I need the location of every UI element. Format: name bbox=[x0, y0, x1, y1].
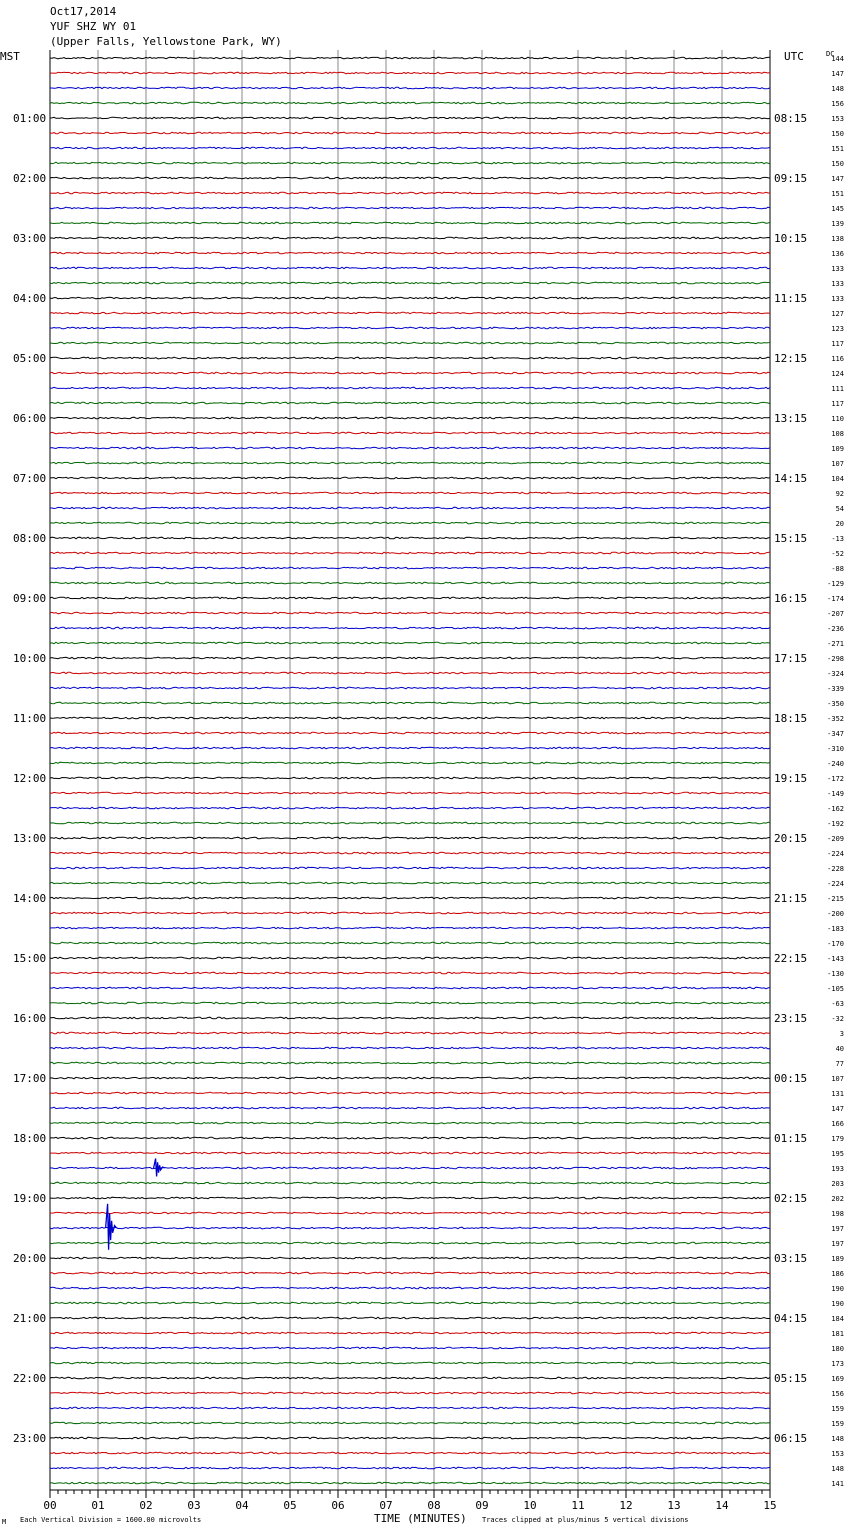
scale-note: Each Vertical Division = 1600.00 microvolts bbox=[20, 1516, 202, 1524]
x-tick-label: 11 bbox=[571, 1499, 585, 1512]
trace-line bbox=[50, 1407, 770, 1409]
dc-offset-label: 197 bbox=[831, 1225, 844, 1233]
utc-hour-label: 16:15 bbox=[774, 592, 808, 605]
dc-offset-label: 141 bbox=[831, 1480, 844, 1488]
dc-offset-label: 127 bbox=[831, 310, 844, 318]
utc-hour-label: 21:15 bbox=[774, 892, 808, 905]
dc-offset-label: 179 bbox=[831, 1135, 844, 1143]
dc-offset-label: 116 bbox=[831, 355, 844, 363]
dc-offset-label: 133 bbox=[831, 265, 844, 273]
seismic-event bbox=[154, 1159, 165, 1177]
mst-hour-label: 14:00 bbox=[13, 892, 47, 905]
trace-line bbox=[50, 402, 770, 404]
dc-offset-label: 117 bbox=[831, 400, 844, 408]
dc-offset-label: 150 bbox=[831, 130, 844, 138]
dc-offset-label: -215 bbox=[827, 895, 844, 903]
trace-line bbox=[50, 657, 770, 659]
corner-mark: M bbox=[2, 1518, 7, 1526]
trace-line bbox=[50, 912, 770, 914]
trace-line bbox=[50, 1452, 770, 1454]
dc-offset-label: 147 bbox=[831, 175, 844, 183]
dc-offset-label: 148 bbox=[831, 1465, 844, 1473]
mst-hour-label: 06:00 bbox=[13, 412, 47, 425]
trace-line bbox=[50, 1137, 770, 1139]
trace-line bbox=[50, 507, 770, 509]
trace-line bbox=[50, 777, 770, 779]
dc-offset-label: -209 bbox=[827, 835, 844, 843]
dc-offset-label: 159 bbox=[831, 1405, 844, 1413]
mst-hour-label: 15:00 bbox=[13, 952, 47, 965]
mst-hour-label: 18:00 bbox=[13, 1132, 47, 1145]
trace-line bbox=[50, 1317, 770, 1319]
trace-line bbox=[50, 177, 770, 179]
utc-hour-label: 22:15 bbox=[774, 952, 808, 965]
trace-line bbox=[50, 612, 770, 614]
x-tick-label: 01 bbox=[91, 1499, 105, 1512]
dc-offset-label: 181 bbox=[831, 1330, 844, 1338]
trace-line bbox=[50, 1302, 770, 1304]
trace-line bbox=[50, 687, 770, 689]
trace-line bbox=[50, 822, 770, 824]
trace-line bbox=[50, 582, 770, 584]
dc-offset-label: 124 bbox=[831, 370, 844, 378]
trace-line bbox=[50, 1482, 770, 1484]
trace-line bbox=[50, 762, 770, 764]
trace-line bbox=[50, 1242, 770, 1244]
dc-offset-label: 108 bbox=[831, 430, 844, 438]
x-tick-label: 07 bbox=[379, 1499, 393, 1512]
utc-hour-label: 23:15 bbox=[774, 1012, 808, 1025]
trace-line bbox=[50, 807, 770, 809]
dc-offset-label: 77 bbox=[835, 1060, 844, 1068]
trace-line bbox=[50, 372, 770, 374]
mst-hour-label: 20:00 bbox=[13, 1252, 47, 1265]
dc-offset-label: 184 bbox=[831, 1315, 844, 1323]
x-axis-label: TIME (MINUTES) bbox=[374, 1512, 467, 1525]
trace-line bbox=[50, 972, 770, 974]
trace-line bbox=[50, 207, 770, 209]
trace-line bbox=[50, 132, 770, 134]
dc-offset-label: -228 bbox=[827, 865, 844, 873]
dc-offset-label: 139 bbox=[831, 220, 844, 228]
mst-hour-label: 05:00 bbox=[13, 352, 47, 365]
utc-label: UTC bbox=[784, 50, 804, 63]
mst-hour-label: 17:00 bbox=[13, 1072, 47, 1085]
utc-hour-label: 17:15 bbox=[774, 652, 808, 665]
trace-line bbox=[50, 447, 770, 449]
dc-offset-label: 133 bbox=[831, 280, 844, 288]
trace-line bbox=[50, 1347, 770, 1349]
dc-offset-label: 198 bbox=[831, 1210, 844, 1218]
header-date: Oct17,2014 bbox=[50, 5, 117, 18]
dc-offset-label: -200 bbox=[827, 910, 844, 918]
dc-offset-label: 133 bbox=[831, 295, 844, 303]
trace-line bbox=[50, 117, 770, 119]
dc-offset-label: 92 bbox=[835, 490, 844, 498]
dc-offset-label: -350 bbox=[827, 700, 844, 708]
utc-hour-label: 12:15 bbox=[774, 352, 808, 365]
dc-offset-label: 156 bbox=[831, 1390, 844, 1398]
trace-line bbox=[50, 312, 770, 314]
utc-hour-label: 06:15 bbox=[774, 1432, 808, 1445]
utc-hour-label: 05:15 bbox=[774, 1372, 808, 1385]
trace-line bbox=[50, 627, 770, 629]
mst-hour-label: 08:00 bbox=[13, 532, 47, 545]
trace-line bbox=[50, 1392, 770, 1394]
dc-offset-label: -352 bbox=[827, 715, 844, 723]
dc-offset-label: 151 bbox=[831, 190, 844, 198]
trace-line bbox=[50, 1227, 770, 1229]
mst-hour-label: 09:00 bbox=[13, 592, 47, 605]
header-station: YUF SHZ WY 01 bbox=[50, 20, 137, 33]
utc-hour-label: 02:15 bbox=[774, 1192, 808, 1205]
dc-offset-label: 153 bbox=[831, 115, 844, 123]
dc-offset-label: -172 bbox=[827, 775, 844, 783]
dc-offset-label: -324 bbox=[827, 670, 844, 678]
dc-offset-label: 111 bbox=[831, 385, 844, 393]
trace-line bbox=[50, 732, 770, 734]
mst-hour-label: 13:00 bbox=[13, 832, 47, 845]
utc-hour-label: 20:15 bbox=[774, 832, 808, 845]
trace-line bbox=[50, 387, 770, 389]
dc-offset-label: 189 bbox=[831, 1255, 844, 1263]
dc-offset-label: 151 bbox=[831, 145, 844, 153]
trace-line bbox=[50, 162, 770, 164]
utc-hour-label: 13:15 bbox=[774, 412, 808, 425]
dc-offset-label: -88 bbox=[831, 565, 844, 573]
x-tick-label: 15 bbox=[763, 1499, 777, 1512]
trace-line bbox=[50, 477, 770, 479]
trace-line bbox=[50, 192, 770, 194]
dc-offset-label: 107 bbox=[831, 460, 844, 468]
trace-line bbox=[50, 882, 770, 884]
trace-line bbox=[50, 1092, 770, 1094]
dc-offset-label: 156 bbox=[831, 100, 844, 108]
trace-line bbox=[50, 492, 770, 494]
dc-label: DC bbox=[826, 50, 835, 58]
dc-offset-label: -183 bbox=[827, 925, 844, 933]
dc-offset-label: 117 bbox=[831, 340, 844, 348]
mst-label: MST bbox=[0, 50, 20, 63]
mst-hour-label: 04:00 bbox=[13, 292, 47, 305]
dc-offset-label: 104 bbox=[831, 475, 844, 483]
mst-hour-label: 01:00 bbox=[13, 112, 47, 125]
x-tick-label: 03 bbox=[187, 1499, 201, 1512]
dc-offset-label: 180 bbox=[831, 1345, 844, 1353]
dc-offset-label: -192 bbox=[827, 820, 844, 828]
trace-line bbox=[50, 147, 770, 149]
mst-hour-label: 22:00 bbox=[13, 1372, 47, 1385]
x-tick-label: 06 bbox=[331, 1499, 345, 1512]
trace-line bbox=[50, 1077, 770, 1079]
dc-offset-label: -207 bbox=[827, 610, 844, 618]
trace-line bbox=[50, 1212, 770, 1214]
dc-offset-label: 148 bbox=[831, 85, 844, 93]
trace-line bbox=[50, 72, 770, 74]
dc-offset-label: 109 bbox=[831, 445, 844, 453]
dc-offset-label: -52 bbox=[831, 550, 844, 558]
trace-line bbox=[50, 522, 770, 524]
trace-line bbox=[50, 432, 770, 434]
trace-line bbox=[50, 537, 770, 539]
mst-hour-label: 19:00 bbox=[13, 1192, 47, 1205]
dc-offset-label: -298 bbox=[827, 655, 844, 663]
trace-line bbox=[50, 252, 770, 254]
trace-line bbox=[50, 597, 770, 599]
trace-line bbox=[50, 867, 770, 869]
dc-offset-label: 195 bbox=[831, 1150, 844, 1158]
trace-line bbox=[50, 357, 770, 359]
trace-line bbox=[50, 1152, 770, 1154]
trace-line bbox=[50, 1257, 770, 1259]
trace-line bbox=[50, 222, 770, 224]
dc-offset-label: 166 bbox=[831, 1120, 844, 1128]
dc-offset-label: 54 bbox=[835, 505, 844, 513]
dc-offset-label: 148 bbox=[831, 1435, 844, 1443]
dc-offset-label: 193 bbox=[831, 1165, 844, 1173]
trace-line bbox=[50, 717, 770, 719]
dc-offset-label: 150 bbox=[831, 160, 844, 168]
utc-hour-label: 01:15 bbox=[774, 1132, 808, 1145]
dc-offset-label: 190 bbox=[831, 1300, 844, 1308]
trace-line bbox=[50, 1377, 770, 1379]
trace-line bbox=[50, 702, 770, 704]
mst-hour-label: 03:00 bbox=[13, 232, 47, 245]
dc-offset-label: 203 bbox=[831, 1180, 844, 1188]
dc-offset-label: 159 bbox=[831, 1420, 844, 1428]
dc-offset-label: 3 bbox=[839, 1030, 844, 1038]
trace-line bbox=[50, 1437, 770, 1439]
mst-hour-label: 21:00 bbox=[13, 1312, 47, 1325]
x-tick-label: 13 bbox=[667, 1499, 681, 1512]
trace-line bbox=[50, 1032, 770, 1034]
trace-line bbox=[50, 942, 770, 944]
x-tick-label: 02 bbox=[139, 1499, 153, 1512]
dc-offset-label: 131 bbox=[831, 1090, 844, 1098]
trace-line bbox=[50, 837, 770, 839]
dc-offset-label: 147 bbox=[831, 70, 844, 78]
dc-offset-label: -105 bbox=[827, 985, 844, 993]
x-tick-label: 10 bbox=[523, 1499, 537, 1512]
utc-hour-label: 03:15 bbox=[774, 1252, 808, 1265]
dc-offset-label: -347 bbox=[827, 730, 844, 738]
mst-hour-label: 16:00 bbox=[13, 1012, 47, 1025]
trace-line bbox=[50, 672, 770, 674]
trace-line bbox=[50, 1287, 770, 1289]
mst-hour-label: 10:00 bbox=[13, 652, 47, 665]
trace-line bbox=[50, 1422, 770, 1424]
trace-line bbox=[50, 1272, 770, 1274]
trace-line bbox=[50, 897, 770, 899]
utc-hour-label: 19:15 bbox=[774, 772, 808, 785]
dc-offset-label: -32 bbox=[831, 1015, 844, 1023]
trace-line bbox=[50, 747, 770, 749]
x-tick-label: 08 bbox=[427, 1499, 441, 1512]
trace-line bbox=[50, 1062, 770, 1064]
dc-offset-label: -13 bbox=[831, 535, 844, 543]
dc-offset-label: 190 bbox=[831, 1285, 844, 1293]
utc-hour-label: 18:15 bbox=[774, 712, 808, 725]
utc-hour-label: 04:15 bbox=[774, 1312, 808, 1325]
trace-line bbox=[50, 1197, 770, 1199]
trace-line bbox=[50, 342, 770, 344]
dc-offset-label: 40 bbox=[835, 1045, 844, 1053]
dc-offset-label: 145 bbox=[831, 205, 844, 213]
trace-line bbox=[50, 267, 770, 269]
dc-offset-label: 20 bbox=[835, 520, 844, 528]
dc-offset-label: 138 bbox=[831, 235, 844, 243]
dc-offset-label: -174 bbox=[827, 595, 844, 603]
dc-offset-label: -149 bbox=[827, 790, 844, 798]
trace-line bbox=[50, 237, 770, 239]
trace-line bbox=[50, 792, 770, 794]
dc-offset-label: 107 bbox=[831, 1075, 844, 1083]
dc-offset-label: -271 bbox=[827, 640, 844, 648]
dc-offset-label: -63 bbox=[831, 1000, 844, 1008]
x-tick-label: 00 bbox=[43, 1499, 57, 1512]
trace-line bbox=[50, 552, 770, 554]
dc-offset-label: -130 bbox=[827, 970, 844, 978]
x-tick-label: 04 bbox=[235, 1499, 249, 1512]
dc-offset-label: 202 bbox=[831, 1195, 844, 1203]
mst-hour-label: 23:00 bbox=[13, 1432, 47, 1445]
dc-offset-label: -129 bbox=[827, 580, 844, 588]
dc-offset-label: -143 bbox=[827, 955, 844, 963]
trace-line bbox=[50, 987, 770, 989]
trace-line bbox=[50, 1467, 770, 1469]
dc-offset-label: 110 bbox=[831, 415, 844, 423]
trace-line bbox=[50, 927, 770, 929]
utc-hour-label: 14:15 bbox=[774, 472, 808, 485]
trace-line bbox=[50, 102, 770, 104]
clip-note: Traces clipped at plus/minus 5 vertical divisions bbox=[482, 1516, 689, 1524]
dc-offset-label: -170 bbox=[827, 940, 844, 948]
utc-hour-label: 00:15 bbox=[774, 1072, 808, 1085]
mst-hour-label: 11:00 bbox=[13, 712, 47, 725]
trace-line bbox=[50, 1362, 770, 1364]
dc-offset-label: -339 bbox=[827, 685, 844, 693]
dc-offset-label: -224 bbox=[827, 880, 844, 888]
dc-offset-label: 197 bbox=[831, 1240, 844, 1248]
utc-hour-label: 15:15 bbox=[774, 532, 808, 545]
utc-hour-label: 08:15 bbox=[774, 112, 808, 125]
trace-line bbox=[50, 1017, 770, 1019]
trace-line bbox=[50, 1107, 770, 1109]
header-location: (Upper Falls, Yellowstone Park, WY) bbox=[50, 35, 282, 48]
mst-hour-label: 12:00 bbox=[13, 772, 47, 785]
x-tick-label: 14 bbox=[715, 1499, 729, 1512]
x-tick-label: 12 bbox=[619, 1499, 633, 1512]
dc-offset-label: 136 bbox=[831, 250, 844, 258]
trace-line bbox=[50, 642, 770, 644]
dc-offset-label: 123 bbox=[831, 325, 844, 333]
mst-hour-label: 02:00 bbox=[13, 172, 47, 185]
dc-offset-label: 169 bbox=[831, 1375, 844, 1383]
dc-offset-label: 173 bbox=[831, 1360, 844, 1368]
dc-offset-label: 153 bbox=[831, 1450, 844, 1458]
trace-line bbox=[50, 87, 770, 89]
trace-line bbox=[50, 327, 770, 329]
utc-hour-label: 10:15 bbox=[774, 232, 808, 245]
dc-offset-label: -224 bbox=[827, 850, 844, 858]
trace-line bbox=[50, 462, 770, 464]
trace-line bbox=[50, 1332, 770, 1334]
utc-hour-label: 11:15 bbox=[774, 292, 808, 305]
x-tick-label: 09 bbox=[475, 1499, 489, 1512]
trace-line bbox=[50, 567, 770, 569]
trace-line bbox=[50, 852, 770, 854]
utc-hour-label: 09:15 bbox=[774, 172, 808, 185]
dc-offset-label: -240 bbox=[827, 760, 844, 768]
dc-offset-label: -162 bbox=[827, 805, 844, 813]
trace-line bbox=[50, 957, 770, 959]
trace-line bbox=[50, 1047, 770, 1049]
trace-line bbox=[50, 1182, 770, 1184]
dc-offset-label: 147 bbox=[831, 1105, 844, 1113]
x-tick-label: 05 bbox=[283, 1499, 297, 1512]
dc-offset-label: -310 bbox=[827, 745, 844, 753]
trace-line bbox=[50, 297, 770, 299]
dc-offset-label: 144 bbox=[831, 55, 844, 63]
trace-line bbox=[50, 1002, 770, 1004]
dc-offset-label: 186 bbox=[831, 1270, 844, 1278]
trace-line bbox=[50, 282, 770, 284]
trace-line bbox=[50, 57, 770, 59]
mst-hour-label: 07:00 bbox=[13, 472, 47, 485]
dc-offset-label: -236 bbox=[827, 625, 844, 633]
trace-line bbox=[50, 1122, 770, 1124]
trace-line bbox=[50, 417, 770, 419]
